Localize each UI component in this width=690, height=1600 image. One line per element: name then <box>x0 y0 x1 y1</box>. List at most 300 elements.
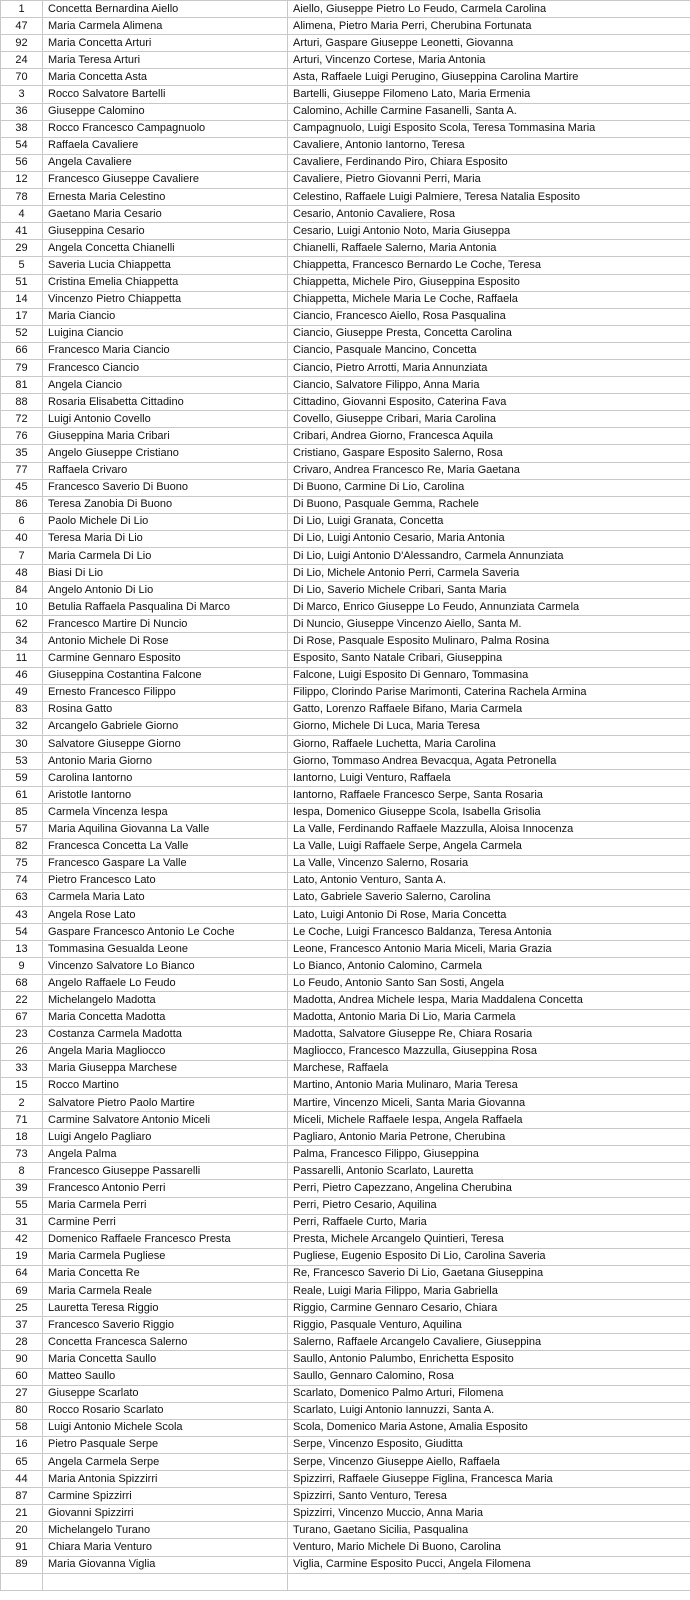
parents-cell[interactable]: Ciancio, Francesco Aiello, Rosa Pasqualina <box>288 308 690 325</box>
parents-cell[interactable]: Viglia, Carmine Esposito Pucci, Angela Filomena <box>288 1556 690 1573</box>
row-number-cell[interactable]: 7 <box>1 548 43 565</box>
row-number-cell[interactable]: 65 <box>1 1453 43 1470</box>
person-name-cell[interactable]: Raffaela Crivaro <box>43 462 288 479</box>
person-name-cell[interactable]: Angela Cavaliere <box>43 154 288 171</box>
parents-cell[interactable]: Saullo, Antonio Palumbo, Enrichetta Esposito <box>288 1351 690 1368</box>
person-name-cell[interactable]: Giuseppina Costantina Falcone <box>43 667 288 684</box>
parents-cell[interactable]: Lo Feudo, Antonio Santo San Sosti, Angela <box>288 975 690 992</box>
person-name-cell[interactable]: Giuseppe Calomino <box>43 103 288 120</box>
person-name-cell[interactable]: Francesco Maria Ciancio <box>43 342 288 359</box>
person-name-cell[interactable]: Pietro Francesco Lato <box>43 872 288 889</box>
row-number-cell[interactable]: 31 <box>1 1214 43 1231</box>
person-name-cell[interactable]: Rocco Rosario Scarlato <box>43 1402 288 1419</box>
person-name-cell[interactable]: Teresa Zanobia Di Buono <box>43 496 288 513</box>
parents-cell[interactable]: Celestino, Raffaele Luigi Palmiere, Teresa Natalia Esposito <box>288 189 690 206</box>
person-name-cell[interactable]: Maria Antonia Spizzirri <box>43 1471 288 1488</box>
person-name-cell[interactable]: Luigina Ciancio <box>43 325 288 342</box>
person-name-cell[interactable]: Angelo Giuseppe Cristiano <box>43 445 288 462</box>
parents-cell[interactable]: Magliocco, Francesco Mazzulla, Giuseppina Rosa <box>288 1043 690 1060</box>
parents-cell[interactable]: Lato, Gabriele Saverio Salerno, Carolina <box>288 889 690 906</box>
row-number-cell[interactable]: 44 <box>1 1471 43 1488</box>
row-number-cell[interactable]: 14 <box>1 291 43 308</box>
person-name-cell[interactable]: Francesco Giuseppe Passarelli <box>43 1163 288 1180</box>
person-name-cell[interactable]: Luigi Angelo Pagliaro <box>43 1129 288 1146</box>
parents-cell[interactable]: Serpe, Vincenzo Esposito, Giuditta <box>288 1436 690 1453</box>
parents-cell[interactable]: Saullo, Gennaro Calomino, Rosa <box>288 1368 690 1385</box>
parents-cell[interactable]: Lato, Luigi Antonio Di Rose, Maria Concetta <box>288 906 690 923</box>
parents-cell[interactable]: Calomino, Achille Carmine Fasanelli, Santa A. <box>288 103 690 120</box>
row-number-cell[interactable]: 20 <box>1 1522 43 1539</box>
person-name-cell[interactable]: Maria Concetta Arturi <box>43 35 288 52</box>
parents-cell[interactable]: Covello, Giuseppe Cribari, Maria Carolina <box>288 411 690 428</box>
parents-cell[interactable]: Madotta, Antonio Maria Di Lio, Maria Carmela <box>288 1009 690 1026</box>
parents-cell[interactable]: Gatto, Lorenzo Raffaele Bifano, Maria Carmela <box>288 701 690 718</box>
parents-cell[interactable]: Di Lio, Luigi Granata, Concetta <box>288 513 690 530</box>
parents-cell[interactable]: Martire, Vincenzo Miceli, Santa Maria Giovanna <box>288 1095 690 1112</box>
parents-cell[interactable]: Chiappetta, Michele Maria Le Coche, Raffaela <box>288 291 690 308</box>
row-number-cell[interactable]: 16 <box>1 1436 43 1453</box>
row-number-cell[interactable]: 36 <box>1 103 43 120</box>
row-number-cell[interactable] <box>1 1573 43 1590</box>
parents-cell[interactable]: Marchese, Raffaela <box>288 1060 690 1077</box>
parents-cell[interactable]: Madotta, Salvatore Giuseppe Re, Chiara Rosaria <box>288 1026 690 1043</box>
parents-cell[interactable]: Ciancio, Pasquale Mancino, Concetta <box>288 342 690 359</box>
person-name-cell[interactable]: Rocco Martino <box>43 1077 288 1094</box>
parents-cell[interactable]: Alimena, Pietro Maria Perri, Cherubina Fortunata <box>288 18 690 35</box>
row-number-cell[interactable]: 54 <box>1 137 43 154</box>
person-name-cell[interactable]: Maria Aquilina Giovanna La Valle <box>43 821 288 838</box>
row-number-cell[interactable]: 42 <box>1 1231 43 1248</box>
parents-cell[interactable]: Di Lio, Saverio Michele Cribari, Santa Maria <box>288 582 690 599</box>
row-number-cell[interactable]: 57 <box>1 821 43 838</box>
row-number-cell[interactable]: 77 <box>1 462 43 479</box>
person-name-cell[interactable]: Chiara Maria Venturo <box>43 1539 288 1556</box>
person-name-cell[interactable]: Angelo Antonio Di Lio <box>43 582 288 599</box>
person-name-cell[interactable] <box>43 1573 288 1590</box>
table-row <box>1 1402 690 1419</box>
parents-cell[interactable]: Pugliese, Eugenio Esposito Di Lio, Carolina Saveria <box>288 1248 690 1265</box>
person-name-cell[interactable]: Francesco Martire Di Nuncio <box>43 616 288 633</box>
person-name-cell[interactable]: Maria Carmela Alimena <box>43 18 288 35</box>
row-number-cell[interactable]: 54 <box>1 924 43 941</box>
row-number-cell[interactable]: 86 <box>1 496 43 513</box>
parents-cell[interactable]: Serpe, Vincenzo Giuseppe Aiello, Raffaela <box>288 1453 690 1470</box>
person-name-cell[interactable]: Carmela Vincenza Iespa <box>43 804 288 821</box>
parents-cell[interactable]: Lato, Antonio Venturo, Santa A. <box>288 872 690 889</box>
row-number-cell[interactable]: 84 <box>1 582 43 599</box>
person-name-cell[interactable]: Michelangelo Turano <box>43 1522 288 1539</box>
parents-cell[interactable]: Scarlato, Domenico Palmo Arturi, Filomena <box>288 1385 690 1402</box>
parents-cell[interactable]: Ciancio, Salvatore Filippo, Anna Maria <box>288 377 690 394</box>
parents-cell[interactable]: Cristiano, Gaspare Esposito Salerno, Rosa <box>288 445 690 462</box>
parents-cell[interactable]: Iespa, Domenico Giuseppe Scola, Isabella Grisolia <box>288 804 690 821</box>
row-number-cell[interactable]: 4 <box>1 206 43 223</box>
parents-cell[interactable]: Miceli, Michele Raffaele Iespa, Angela Raffaela <box>288 1112 690 1129</box>
table-row <box>1 18 690 35</box>
parents-cell[interactable]: Re, Francesco Saverio Di Lio, Gaetana Giuseppina <box>288 1265 690 1282</box>
row-number-cell[interactable]: 71 <box>1 1112 43 1129</box>
parents-cell[interactable]: Giorno, Raffaele Luchetta, Maria Carolina <box>288 736 690 753</box>
table-row <box>1 1556 690 1573</box>
row-number-cell[interactable]: 55 <box>1 1197 43 1214</box>
row-number-cell[interactable]: 63 <box>1 889 43 906</box>
person-name-cell[interactable]: Carmine Perri <box>43 1214 288 1231</box>
parents-cell[interactable]: Riggio, Carmine Gennaro Cesario, Chiara <box>288 1300 690 1317</box>
parents-cell[interactable]: Spizzirri, Vincenzo Muccio, Anna Maria <box>288 1505 690 1522</box>
person-name-cell[interactable]: Gaetano Maria Cesario <box>43 206 288 223</box>
row-number-cell[interactable]: 64 <box>1 1265 43 1282</box>
row-number-cell[interactable]: 53 <box>1 753 43 770</box>
table-row <box>1 154 690 171</box>
row-number-cell[interactable]: 18 <box>1 1129 43 1146</box>
row-number-cell[interactable]: 39 <box>1 1180 43 1197</box>
person-name-cell[interactable]: Francesco Saverio Riggio <box>43 1317 288 1334</box>
person-name-cell[interactable]: Angela Carmela Serpe <box>43 1453 288 1470</box>
person-name-cell[interactable]: Angela Ciancio <box>43 377 288 394</box>
person-name-cell[interactable]: Maria Teresa Arturi <box>43 52 288 69</box>
row-number-cell[interactable]: 43 <box>1 906 43 923</box>
table-row <box>1 1248 690 1265</box>
person-name-cell[interactable]: Ernesta Maria Celestino <box>43 189 288 206</box>
row-number-cell[interactable]: 5 <box>1 257 43 274</box>
row-number-cell[interactable]: 70 <box>1 69 43 86</box>
person-name-cell[interactable]: Maria Concetta Madotta <box>43 1009 288 1026</box>
person-name-cell[interactable]: Angela Concetta Chianelli <box>43 240 288 257</box>
parents-cell[interactable]: La Valle, Vincenzo Salerno, Rosaria <box>288 855 690 872</box>
row-number-cell[interactable]: 19 <box>1 1248 43 1265</box>
row-number-cell[interactable]: 51 <box>1 274 43 291</box>
parents-cell[interactable]: Scola, Domenico Maria Astone, Amalia Esposito <box>288 1419 690 1436</box>
person-name-cell[interactable]: Raffaela Cavaliere <box>43 137 288 154</box>
row-number-cell[interactable]: 38 <box>1 120 43 137</box>
table-row <box>1 1368 690 1385</box>
row-number-cell[interactable]: 81 <box>1 377 43 394</box>
row-number-cell[interactable]: 21 <box>1 1505 43 1522</box>
person-name-cell[interactable]: Maria Concetta Asta <box>43 69 288 86</box>
parents-cell[interactable]: Di Lio, Luigi Antonio D'Alessandro, Carmela Annunziata <box>288 548 690 565</box>
row-number-cell[interactable]: 82 <box>1 838 43 855</box>
person-name-cell[interactable]: Rosina Gatto <box>43 701 288 718</box>
person-name-cell[interactable]: Maria Ciancio <box>43 308 288 325</box>
row-number-cell[interactable]: 48 <box>1 565 43 582</box>
table-row <box>1 445 690 462</box>
person-name-cell[interactable]: Concetta Francesca Salerno <box>43 1334 288 1351</box>
row-number-cell[interactable]: 3 <box>1 86 43 103</box>
row-number-cell[interactable]: 37 <box>1 1317 43 1334</box>
person-name-cell[interactable]: Biasi Di Lio <box>43 565 288 582</box>
person-name-cell[interactable]: Francesco Giuseppe Cavaliere <box>43 171 288 188</box>
row-number-cell[interactable]: 45 <box>1 479 43 496</box>
row-number-cell[interactable]: 29 <box>1 240 43 257</box>
parents-cell[interactable]: Perri, Raffaele Curto, Maria <box>288 1214 690 1231</box>
parents-cell[interactable]: Chianelli, Raffaele Salerno, Maria Antonia <box>288 240 690 257</box>
parents-cell[interactable]: Giorno, Tommaso Andrea Bevacqua, Agata Petronella <box>288 753 690 770</box>
table-row <box>1 1522 690 1539</box>
parents-cell[interactable]: Scarlato, Luigi Antonio Iannuzzi, Santa A. <box>288 1402 690 1419</box>
row-number-cell[interactable]: 83 <box>1 701 43 718</box>
row-number-cell[interactable]: 73 <box>1 1146 43 1163</box>
row-number-cell[interactable]: 91 <box>1 1539 43 1556</box>
row-number-cell[interactable]: 6 <box>1 513 43 530</box>
person-name-cell[interactable]: Cristina Emelia Chiappetta <box>43 274 288 291</box>
parents-cell[interactable]: Pagliaro, Antonio Maria Petrone, Cherubina <box>288 1129 690 1146</box>
row-number-cell[interactable]: 35 <box>1 445 43 462</box>
row-number-cell[interactable]: 92 <box>1 35 43 52</box>
person-name-cell[interactable]: Carmine Spizzirri <box>43 1488 288 1505</box>
parents-cell[interactable]: Ciancio, Giuseppe Presta, Concetta Carolina <box>288 325 690 342</box>
table-row <box>1 1505 690 1522</box>
person-name-cell[interactable]: Gaspare Francesco Antonio Le Coche <box>43 924 288 941</box>
row-number-cell[interactable]: 87 <box>1 1488 43 1505</box>
parents-cell[interactable]: Di Lio, Luigi Antonio Cesario, Maria Antonia <box>288 530 690 547</box>
parents-cell[interactable]: Cesario, Luigi Antonio Noto, Maria Giuseppa <box>288 223 690 240</box>
table-row <box>1 137 690 154</box>
person-name-cell[interactable]: Pietro Pasquale Serpe <box>43 1436 288 1453</box>
person-name-cell[interactable]: Arcangelo Gabriele Giorno <box>43 718 288 735</box>
person-name-cell[interactable]: Francesco Saverio Di Buono <box>43 479 288 496</box>
parents-cell[interactable]: Esposito, Santo Natale Cribari, Giuseppina <box>288 650 690 667</box>
table-row <box>1 171 690 188</box>
person-name-cell[interactable]: Luigi Antonio Michele Scola <box>43 1419 288 1436</box>
person-name-cell[interactable]: Vincenzo Salvatore Lo Bianco <box>43 958 288 975</box>
row-number-cell[interactable]: 74 <box>1 872 43 889</box>
row-number-cell[interactable]: 75 <box>1 855 43 872</box>
parents-cell[interactable]: Cesario, Antonio Cavaliere, Rosa <box>288 206 690 223</box>
row-number-cell[interactable]: 47 <box>1 18 43 35</box>
row-number-cell[interactable]: 68 <box>1 975 43 992</box>
table-row <box>1 274 690 291</box>
person-name-cell[interactable]: Francesco Antonio Perri <box>43 1180 288 1197</box>
row-number-cell[interactable]: 1 <box>1 1 43 18</box>
parents-cell[interactable]: Iantorno, Luigi Venturo, Raffaela <box>288 770 690 787</box>
row-number-cell[interactable]: 25 <box>1 1300 43 1317</box>
parents-cell[interactable]: Presta, Michele Arcangelo Quintieri, Teresa <box>288 1231 690 1248</box>
person-name-cell[interactable]: Angela Rose Lato <box>43 906 288 923</box>
parents-cell[interactable]: Salerno, Raffaele Arcangelo Cavaliere, Giuseppina <box>288 1334 690 1351</box>
row-number-cell[interactable]: 28 <box>1 1334 43 1351</box>
row-number-cell[interactable]: 59 <box>1 770 43 787</box>
parents-cell[interactable]: Crivaro, Andrea Francesco Re, Maria Gaetana <box>288 462 690 479</box>
parents-cell[interactable]: Perri, Pietro Cesario, Aquilina <box>288 1197 690 1214</box>
row-number-cell[interactable]: 40 <box>1 530 43 547</box>
person-name-cell[interactable]: Luigi Antonio Covello <box>43 411 288 428</box>
row-number-cell[interactable]: 34 <box>1 633 43 650</box>
parents-cell[interactable]: Di Buono, Pasquale Gemma, Rachele <box>288 496 690 513</box>
person-name-cell[interactable]: Giuseppe Scarlato <box>43 1385 288 1402</box>
person-name-cell[interactable]: Francesco Gaspare La Valle <box>43 855 288 872</box>
table-row <box>1 1214 690 1231</box>
parents-cell[interactable]: Di Nuncio, Giuseppe Vincenzo Aiello, Santa M. <box>288 616 690 633</box>
row-number-cell[interactable]: 23 <box>1 1026 43 1043</box>
row-number-cell[interactable]: 72 <box>1 411 43 428</box>
row-number-cell[interactable]: 52 <box>1 325 43 342</box>
parents-cell[interactable]: Cavaliere, Antonio Iantorno, Teresa <box>288 137 690 154</box>
parents-cell[interactable]: Passarelli, Antonio Scarlato, Lauretta <box>288 1163 690 1180</box>
parents-cell[interactable]: Cittadino, Giovanni Esposito, Caterina Fava <box>288 394 690 411</box>
person-name-cell[interactable]: Angela Maria Magliocco <box>43 1043 288 1060</box>
table-row <box>1 1283 690 1300</box>
person-name-cell[interactable]: Rocco Salvatore Bartelli <box>43 86 288 103</box>
row-number-cell[interactable]: 22 <box>1 992 43 1009</box>
row-number-cell[interactable]: 2 <box>1 1095 43 1112</box>
person-name-cell[interactable]: Rocco Francesco Campagnuolo <box>43 120 288 137</box>
person-name-cell[interactable]: Maria Concetta Re <box>43 1265 288 1282</box>
person-name-cell[interactable]: Giuseppina Cesario <box>43 223 288 240</box>
parents-cell[interactable]: Spizzirri, Raffaele Giuseppe Figlina, Francesca Maria <box>288 1471 690 1488</box>
parents-cell[interactable]: Arturi, Gaspare Giuseppe Leonetti, Giovanna <box>288 35 690 52</box>
row-number-cell[interactable]: 24 <box>1 52 43 69</box>
row-number-cell[interactable]: 88 <box>1 394 43 411</box>
parents-cell[interactable]: Lo Bianco, Antonio Calomino, Carmela <box>288 958 690 975</box>
person-name-cell[interactable]: Antonio Michele Di Rose <box>43 633 288 650</box>
person-name-cell[interactable]: Vincenzo Pietro Chiappetta <box>43 291 288 308</box>
person-name-cell[interactable]: Francesco Ciancio <box>43 359 288 376</box>
person-name-cell[interactable]: Rosaria Elisabetta Cittadino <box>43 394 288 411</box>
row-number-cell[interactable]: 32 <box>1 718 43 735</box>
parents-cell[interactable]: Falcone, Luigi Esposito Di Gennaro, Tommasina <box>288 667 690 684</box>
person-name-cell[interactable]: Paolo Michele Di Lio <box>43 513 288 530</box>
row-number-cell[interactable]: 30 <box>1 736 43 753</box>
person-name-cell[interactable]: Tommasina Gesualda Leone <box>43 941 288 958</box>
parents-cell[interactable]: Madotta, Andrea Michele Iespa, Maria Maddalena Concetta <box>288 992 690 1009</box>
person-name-cell[interactable]: Maria Carmela Perri <box>43 1197 288 1214</box>
row-number-cell[interactable]: 33 <box>1 1060 43 1077</box>
parents-cell[interactable]: Cribari, Andrea Giorno, Francesca Aquila <box>288 428 690 445</box>
table-row <box>1 1573 690 1590</box>
row-number-cell[interactable]: 76 <box>1 428 43 445</box>
person-name-cell[interactable]: Lauretta Teresa Riggio <box>43 1300 288 1317</box>
parents-cell[interactable]: Venturo, Mario Michele Di Buono, Carolina <box>288 1539 690 1556</box>
row-number-cell[interactable]: 41 <box>1 223 43 240</box>
row-number-cell[interactable]: 69 <box>1 1283 43 1300</box>
row-number-cell[interactable]: 13 <box>1 941 43 958</box>
parents-cell[interactable]: Ciancio, Pietro Arrotti, Maria Annunziata <box>288 359 690 376</box>
parents-cell[interactable]: Le Coche, Luigi Francesco Baldanza, Teresa Antonia <box>288 924 690 941</box>
row-number-cell[interactable]: 10 <box>1 599 43 616</box>
person-name-cell[interactable]: Michelangelo Madotta <box>43 992 288 1009</box>
row-number-cell[interactable]: 90 <box>1 1351 43 1368</box>
parents-cell[interactable]: Aiello, Giuseppe Pietro Lo Feudo, Carmela Carolina <box>288 1 690 18</box>
parents-cell[interactable]: Di Rose, Pasquale Esposito Mulinaro, Palma Rosina <box>288 633 690 650</box>
row-number-cell[interactable]: 8 <box>1 1163 43 1180</box>
table-row <box>1 103 690 120</box>
person-name-cell[interactable]: Betulia Raffaela Pasqualina Di Marco <box>43 599 288 616</box>
parents-cell[interactable]: La Valle, Ferdinando Raffaele Mazzulla, Aloisa Innocenza <box>288 821 690 838</box>
parents-cell[interactable]: Asta, Raffaele Luigi Perugino, Giuseppina Carolina Martire <box>288 69 690 86</box>
parents-cell[interactable]: Arturi, Vincenzo Cortese, Maria Antonia <box>288 52 690 69</box>
row-number-cell[interactable]: 79 <box>1 359 43 376</box>
row-number-cell[interactable]: 56 <box>1 154 43 171</box>
person-name-cell[interactable]: Carmine Gennaro Esposito <box>43 650 288 667</box>
person-name-cell[interactable]: Maria Carmela Reale <box>43 1283 288 1300</box>
person-name-cell[interactable]: Angela Palma <box>43 1146 288 1163</box>
row-number-cell[interactable]: 26 <box>1 1043 43 1060</box>
row-number-cell[interactable]: 80 <box>1 1402 43 1419</box>
person-name-cell[interactable]: Salvatore Giuseppe Giorno <box>43 736 288 753</box>
person-name-cell[interactable]: Maria Giuseppa Marchese <box>43 1060 288 1077</box>
parents-cell[interactable]: Riggio, Pasquale Venturo, Aquilina <box>288 1317 690 1334</box>
row-number-cell[interactable]: 46 <box>1 667 43 684</box>
parents-cell[interactable]: Di Buono, Carmine Di Lio, Carolina <box>288 479 690 496</box>
parents-cell[interactable]: Perri, Pietro Capezzano, Angelina Cherubina <box>288 1180 690 1197</box>
person-name-cell[interactable]: Angelo Raffaele Lo Feudo <box>43 975 288 992</box>
table-row <box>1 496 690 513</box>
row-number-cell[interactable]: 66 <box>1 342 43 359</box>
parents-cell[interactable]: Cavaliere, Pietro Giovanni Perri, Maria <box>288 171 690 188</box>
person-name-cell[interactable]: Saveria Lucia Chiappetta <box>43 257 288 274</box>
parents-cell[interactable]: Bartelli, Giuseppe Filomeno Lato, Maria Ermenia <box>288 86 690 103</box>
person-name-cell[interactable]: Maria Concetta Saullo <box>43 1351 288 1368</box>
row-number-cell[interactable]: 60 <box>1 1368 43 1385</box>
parents-cell[interactable]: Filippo, Clorindo Parise Marimonti, Caterina Rachela Armina <box>288 684 690 701</box>
person-name-cell[interactable]: Salvatore Pietro Paolo Martire <box>43 1095 288 1112</box>
person-name-cell[interactable]: Giovanni Spizzirri <box>43 1505 288 1522</box>
person-name-cell[interactable]: Costanza Carmela Madotta <box>43 1026 288 1043</box>
person-name-cell[interactable]: Carmine Salvatore Antonio Miceli <box>43 1112 288 1129</box>
table-row <box>1 1026 690 1043</box>
parents-cell[interactable]: Turano, Gaetano Sicilia, Pasqualina <box>288 1522 690 1539</box>
person-name-cell[interactable]: Antonio Maria Giorno <box>43 753 288 770</box>
row-number-cell[interactable]: 61 <box>1 787 43 804</box>
row-number-cell[interactable]: 15 <box>1 1077 43 1094</box>
person-name-cell[interactable]: Maria Carmela Di Lio <box>43 548 288 565</box>
table-row <box>1 1146 690 1163</box>
row-number-cell[interactable]: 17 <box>1 308 43 325</box>
row-number-cell[interactable]: 58 <box>1 1419 43 1436</box>
row-number-cell[interactable]: 11 <box>1 650 43 667</box>
parents-cell[interactable]: Giorno, Michele Di Luca, Maria Teresa <box>288 718 690 735</box>
person-name-cell[interactable]: Maria Carmela Pugliese <box>43 1248 288 1265</box>
table-row <box>1 736 690 753</box>
table-row <box>1 821 690 838</box>
parents-cell[interactable]: Iantorno, Raffaele Francesco Serpe, Santa Rosaria <box>288 787 690 804</box>
parents-cell[interactable]: Cavaliere, Ferdinando Piro, Chiara Esposito <box>288 154 690 171</box>
row-number-cell[interactable]: 12 <box>1 171 43 188</box>
row-number-cell[interactable]: 89 <box>1 1556 43 1573</box>
row-number-cell[interactable]: 85 <box>1 804 43 821</box>
row-number-cell[interactable]: 49 <box>1 684 43 701</box>
parents-cell[interactable]: Chiappetta, Francesco Bernardo Le Coche, Teresa <box>288 257 690 274</box>
person-name-cell[interactable]: Matteo Saullo <box>43 1368 288 1385</box>
parents-cell[interactable]: Spizzirri, Santo Venturo, Teresa <box>288 1488 690 1505</box>
person-name-cell[interactable]: Ernesto Francesco Filippo <box>43 684 288 701</box>
row-number-cell[interactable]: 27 <box>1 1385 43 1402</box>
parents-cell[interactable]: Palma, Francesco Filippo, Giuseppina <box>288 1146 690 1163</box>
person-name-cell[interactable]: Aristotle Iantorno <box>43 787 288 804</box>
person-name-cell[interactable]: Concetta Bernardina Aiello <box>43 1 288 18</box>
parents-cell[interactable]: Di Marco, Enrico Giuseppe Lo Feudo, Annunziata Carmela <box>288 599 690 616</box>
parents-cell[interactable]: Chiappetta, Michele Piro, Giuseppina Esposito <box>288 274 690 291</box>
person-name-cell[interactable]: Giuseppina Maria Cribari <box>43 428 288 445</box>
parents-cell[interactable]: Leone, Francesco Antonio Maria Miceli, Maria Grazia <box>288 941 690 958</box>
person-name-cell[interactable]: Carolina Iantorno <box>43 770 288 787</box>
parents-cell[interactable]: Campagnuolo, Luigi Esposito Scola, Teresa Tommasina Maria <box>288 120 690 137</box>
person-name-cell[interactable]: Francesca Concetta La Valle <box>43 838 288 855</box>
parents-cell[interactable]: Reale, Luigi Maria Filippo, Maria Gabriella <box>288 1283 690 1300</box>
row-number-cell[interactable]: 62 <box>1 616 43 633</box>
parents-cell[interactable]: Di Lio, Michele Antonio Perri, Carmela Saveria <box>288 565 690 582</box>
row-number-cell[interactable]: 78 <box>1 189 43 206</box>
person-name-cell[interactable]: Teresa Maria Di Lio <box>43 530 288 547</box>
parents-cell[interactable]: Martino, Antonio Maria Mulinaro, Maria Teresa <box>288 1077 690 1094</box>
row-number-cell[interactable]: 67 <box>1 1009 43 1026</box>
person-name-cell[interactable]: Carmela Maria Lato <box>43 889 288 906</box>
parents-cell[interactable]: La Valle, Luigi Raffaele Serpe, Angela Carmela <box>288 838 690 855</box>
parents-cell[interactable] <box>288 1573 690 1590</box>
row-number-cell[interactable]: 9 <box>1 958 43 975</box>
person-name-cell[interactable]: Maria Giovanna Viglia <box>43 1556 288 1573</box>
person-name-cell[interactable]: Domenico Raffaele Francesco Presta <box>43 1231 288 1248</box>
